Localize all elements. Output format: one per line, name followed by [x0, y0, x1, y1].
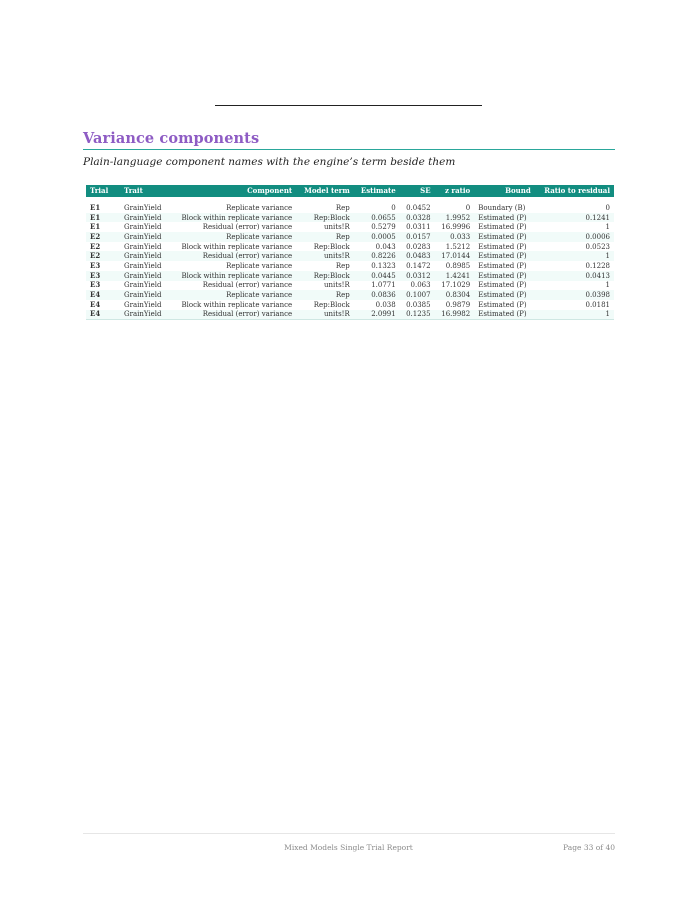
- cell-estimate: 0.5279: [371, 223, 396, 232]
- variance-components-table: [86, 185, 614, 320]
- header-se: SE: [400, 185, 435, 197]
- cell-component: Block within replicate variance: [181, 242, 293, 251]
- cell-trial: E2: [86, 251, 120, 261]
- cell-estimate: 2.0991: [354, 310, 400, 320]
- table-row: [86, 261, 614, 271]
- cell-component: Replicate variance: [226, 261, 293, 270]
- cell-estimate: 0.043: [375, 242, 396, 251]
- cell-trial: E3: [86, 271, 120, 281]
- cell-bound: Estimated (P): [478, 281, 527, 290]
- cell-model-term: Rep: [296, 290, 354, 300]
- cell-z-ratio: 16.9982: [435, 310, 475, 320]
- header-component: Component: [169, 185, 296, 197]
- cell-z-ratio: 0.8304: [435, 290, 475, 300]
- cell-model-term: units!R: [296, 310, 354, 320]
- cell-trait: GrainYield: [120, 251, 169, 261]
- cell-ratio: 1: [605, 281, 610, 290]
- cell-se: 0.0483: [400, 251, 435, 261]
- table-row: [86, 271, 614, 281]
- cell-trait: GrainYield: [124, 242, 162, 251]
- cell-se: 0.0157: [400, 232, 435, 242]
- footer-report-title: Mixed Models Single Trial Report: [284, 843, 413, 852]
- table-row: [86, 281, 614, 291]
- cell-bound: Estimated (P): [474, 310, 535, 320]
- cell-ratio: 0.1241: [535, 213, 614, 223]
- header-ratio: Ratio to residual: [535, 185, 614, 197]
- footer-page-number: Page 33 of 40: [563, 843, 615, 852]
- cell-trial: E1: [90, 222, 101, 232]
- cell-component: Residual (error) variance: [202, 223, 293, 232]
- cell-se: 0.1472: [406, 261, 431, 270]
- cell-bound: Estimated (P): [478, 242, 527, 251]
- cell-se: 0.0312: [400, 271, 435, 281]
- table-row: [86, 251, 614, 261]
- cell-z-ratio: 1.4241: [435, 271, 475, 281]
- cell-estimate: 1.0771: [371, 281, 396, 290]
- cell-ratio: 1: [605, 223, 610, 232]
- cell-se: 0.063: [410, 281, 431, 290]
- cell-model-term: units!R: [296, 251, 354, 261]
- cell-estimate: 0: [391, 203, 396, 212]
- cell-trait: GrainYield: [120, 310, 169, 320]
- cell-model-term: Rep: [335, 261, 350, 270]
- table-header-row: [86, 185, 614, 197]
- cell-component: Block within replicate variance: [169, 271, 296, 281]
- cell-estimate: 0.0655: [354, 213, 400, 223]
- cell-bound: Estimated (P): [474, 251, 535, 261]
- header-z-ratio: z ratio: [435, 185, 475, 197]
- cell-estimate: 0.1323: [371, 261, 396, 270]
- cell-bound: Boundary (B): [478, 203, 526, 212]
- cell-bound: Estimated (P): [478, 300, 527, 309]
- cell-bound: Estimated (P): [474, 271, 535, 281]
- cell-trait: GrainYield: [120, 271, 169, 281]
- cell-bound: Estimated (P): [474, 232, 535, 242]
- cell-trait: GrainYield: [124, 261, 162, 270]
- cell-z-ratio: 0: [465, 203, 471, 212]
- cell-ratio: 0.0413: [535, 271, 614, 281]
- cell-trait: GrainYield: [120, 213, 169, 223]
- title-rule: [83, 149, 615, 150]
- section-title: Variance components: [83, 130, 260, 147]
- cell-component: Residual (error) variance: [169, 251, 296, 261]
- cell-trait: GrainYield: [120, 232, 169, 242]
- cell-se: 0.0283: [406, 242, 431, 251]
- cell-trial: E4: [86, 310, 120, 320]
- cell-bound: Estimated (P): [478, 261, 527, 270]
- footer-rule: [83, 833, 615, 834]
- table-row: [86, 222, 614, 232]
- cell-trial: E4: [86, 290, 120, 300]
- cell-z-ratio: 16.9996: [441, 223, 471, 232]
- cell-ratio: 0.1228: [585, 261, 610, 270]
- cell-z-ratio: 0.9879: [445, 300, 471, 309]
- cell-bound: Estimated (P): [474, 213, 535, 223]
- cell-component: Replicate variance: [226, 203, 293, 212]
- table-row: [86, 310, 614, 320]
- cell-trait: GrainYield: [124, 281, 162, 290]
- cell-trial: E1: [86, 213, 120, 223]
- table-row: [86, 242, 614, 252]
- cell-trial: E4: [90, 299, 101, 309]
- cell-model-term: units!R: [324, 281, 350, 290]
- cell-se: 0.0328: [400, 213, 435, 223]
- cell-trait: GrainYield: [124, 223, 162, 232]
- table-body: [86, 197, 614, 320]
- cell-se: 0.0311: [406, 223, 431, 232]
- cell-trial: E2: [86, 232, 120, 242]
- cell-component: Residual (error) variance: [202, 281, 293, 290]
- header-bound: Bound: [474, 185, 535, 197]
- cell-estimate: 0.038: [375, 300, 396, 309]
- cell-z-ratio: 1.5212: [445, 242, 471, 251]
- cell-z-ratio: 0.8985: [445, 261, 471, 270]
- cell-trial: E1: [90, 202, 101, 212]
- table-row: [86, 290, 614, 300]
- cell-trial: E2: [90, 241, 101, 251]
- header-trial: Trial: [86, 185, 120, 197]
- top-rule: [215, 105, 482, 106]
- cell-ratio: 0.0006: [535, 232, 614, 242]
- cell-model-term: Rep: [335, 203, 350, 212]
- cell-ratio: 0.0181: [585, 300, 610, 309]
- cell-component: Replicate variance: [169, 232, 296, 242]
- cell-model-term: Rep:Block: [296, 213, 354, 223]
- cell-z-ratio: 0.033: [435, 232, 475, 242]
- cell-estimate: 0.0836: [354, 290, 400, 300]
- header-estimate: Estimate: [354, 185, 400, 197]
- table-row: [86, 300, 614, 310]
- cell-se: 0.1007: [400, 290, 435, 300]
- cell-model-term: Rep: [296, 232, 354, 242]
- cell-z-ratio: 17.1029: [441, 281, 471, 290]
- cell-ratio: 0.0523: [585, 242, 610, 251]
- table-row: [86, 197, 614, 213]
- cell-trait: GrainYield: [124, 203, 162, 212]
- cell-ratio: 0: [605, 203, 610, 212]
- table-row: [86, 232, 614, 242]
- cell-model-term: Rep:Block: [296, 271, 354, 281]
- cell-model-term: units!R: [324, 223, 350, 232]
- cell-trial: E3: [90, 280, 101, 290]
- section-subtitle: Plain-language component names with the engine’s term beside them: [83, 156, 456, 168]
- cell-component: Block within replicate variance: [181, 300, 293, 309]
- cell-component: Residual (error) variance: [169, 310, 296, 320]
- cell-trial: E3: [90, 260, 101, 270]
- cell-ratio: 0.0398: [535, 290, 614, 300]
- cell-se: 0.0452: [406, 203, 431, 212]
- cell-ratio: 1: [535, 251, 614, 261]
- cell-trait: GrainYield: [120, 290, 169, 300]
- cell-trait: GrainYield: [124, 300, 162, 309]
- cell-bound: Estimated (P): [478, 223, 527, 232]
- cell-z-ratio: 17.0144: [435, 251, 475, 261]
- cell-se: 0.0385: [406, 300, 431, 309]
- cell-component: Block within replicate variance: [169, 213, 296, 223]
- cell-estimate: 0.8226: [354, 251, 400, 261]
- table-row: [86, 213, 614, 223]
- cell-z-ratio: 1.9952: [435, 213, 475, 223]
- cell-model-term: Rep:Block: [313, 300, 350, 309]
- cell-ratio: 1: [535, 310, 614, 320]
- header-model-term: Model term: [296, 185, 354, 197]
- cell-component: Replicate variance: [169, 290, 296, 300]
- cell-bound: Estimated (P): [474, 290, 535, 300]
- cell-estimate: 0.0005: [354, 232, 400, 242]
- header-trait: Trait: [120, 185, 169, 197]
- cell-estimate: 0.0445: [354, 271, 400, 281]
- cell-model-term: Rep:Block: [313, 242, 350, 251]
- cell-se: 0.1235: [400, 310, 435, 320]
